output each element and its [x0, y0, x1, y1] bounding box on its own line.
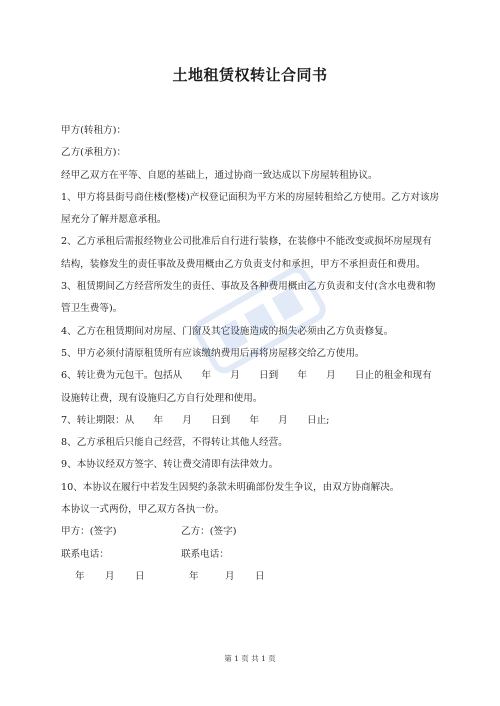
- party-a-phone: 联系电话：: [61, 548, 109, 560]
- clause-5: 5、甲方必须付清原租赁所有应该缴纳费用后再将房屋移交给乙方使用。: [61, 347, 365, 359]
- intro-paragraph: 经甲乙双方在平等、自愿的基础上，通过协商一致达成以下房屋转租协议。: [61, 169, 378, 181]
- clause-1: 1、甲方将县街号商住楼(整楼)产权登记面积为平方米的房屋转租给乙方使用。乙方对该房屋充分了解并愿意承租。: [61, 191, 440, 226]
- clause-9: 9、本协议经双方签字、转让费交清即有法律效力。: [61, 459, 279, 471]
- date-row: [61, 566, 441, 588]
- clause-7: 7、转让期限：从 年 月 日到 年 月 日止;: [61, 414, 330, 426]
- date-day-a: 日: [135, 570, 145, 582]
- document-body: [61, 120, 441, 588]
- date-month-b: 月: [225, 570, 235, 582]
- party-a-line: 甲方(转租方)：: [61, 125, 127, 136]
- copies-line: 本协议一式两份，甲乙双方各执一份。: [61, 504, 225, 516]
- clause-10: 10、本协议在履行中若发生因契约条款未明确部份发生争议，由双方协商解决。: [61, 481, 400, 493]
- clause-4: 4、乙方在租赁期间对房屋、门窗及其它设施造成的损失必须由乙方负责修复。: [61, 325, 394, 337]
- phone-row: [61, 544, 441, 566]
- date-year-a: 年: [75, 570, 85, 582]
- clause-2: 2、乙方承租后需报经物业公司批准后自行进行装修，在装修中不能改变或损坏房屋现有结构，装修发生的责任事故及费用概由乙方负责支付和承担，甲方不承担责任和费用。: [61, 236, 432, 270]
- page-footer: 第 1 页 共 1 页: [224, 654, 276, 663]
- date-day-b: 日: [255, 570, 265, 582]
- date-month-a: 月: [105, 570, 115, 582]
- party-a-signature: 甲方：(签字): [61, 526, 117, 538]
- clause-6: 6、转让费为元包干。包括从 年 月 日到 年 月 日止的租金和现有设施转让费，现有设施归乙方自行处理和使用。: [61, 370, 432, 404]
- signature-row: [61, 521, 441, 543]
- clause-3: 3、租赁期间乙方经营所发生的责任、事故及各种费用概由乙方负责和支付(含水电费和物管卫生费等)。: [61, 281, 436, 315]
- party-b-signature: 乙方：(签字): [181, 526, 237, 538]
- document-title: 土地租赁权转让合同书: [172, 66, 328, 84]
- date-year-b: 年: [189, 570, 199, 582]
- party-b-phone: 联系电话：: [181, 548, 229, 560]
- party-b-line: 乙方(承租方)：: [61, 147, 127, 159]
- clause-8: 8、乙方承租后只能自己经营，不得转让其他人经营。: [61, 437, 288, 449]
